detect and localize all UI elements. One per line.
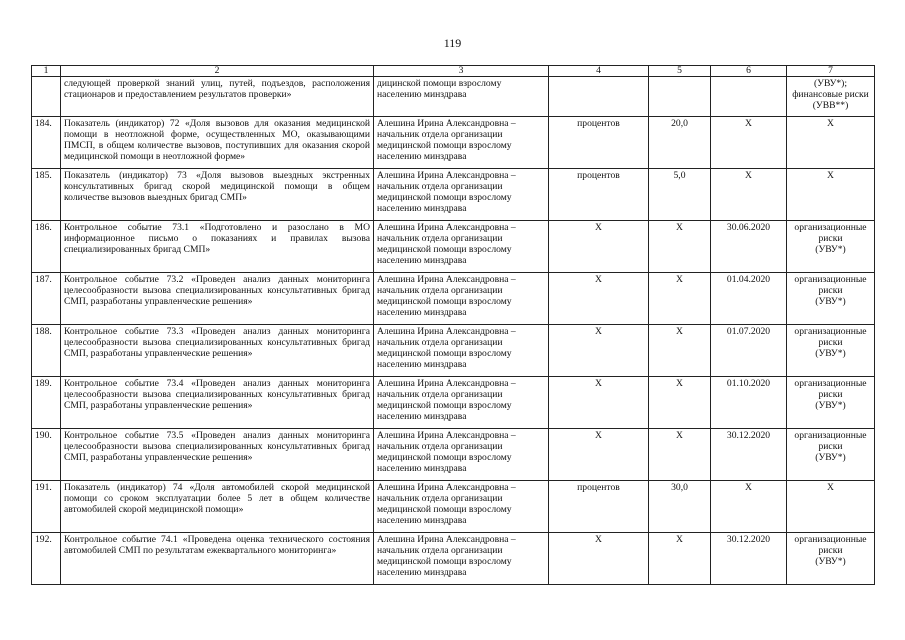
row-value: X	[649, 325, 711, 377]
row-unit: процентов	[549, 481, 649, 533]
row-unit: процентов	[549, 117, 649, 169]
row-risk	[787, 325, 875, 377]
row-name: Показатель (индикатор) 73 «Доля вызовов выездных экстренных консультативных бригад скорой медицинской помощи в общем количестве вызовов выездных бригад СМП»	[61, 169, 374, 221]
column-header: 2	[61, 66, 374, 77]
row-number: 191.	[32, 481, 61, 533]
row-risk	[787, 273, 875, 325]
risk-line: X	[827, 170, 834, 181]
table-row	[32, 77, 875, 117]
row-name: следующей проверкой знаний улиц, путей, подъездов, расположения стационаров и предоставлением результатов проверки»	[61, 77, 374, 117]
row-date: 01.07.2020	[711, 325, 787, 377]
row-responsible: дицинской помощи взрослому населению минздрава	[374, 77, 549, 117]
row-number: 185.	[32, 169, 61, 221]
row-name: Контрольное событие 73.1 «Подготовлено и разослано в МО информационное письмо о показаниях и правилах вызова специализированных бригад СМП»	[61, 221, 374, 273]
row-unit: X	[549, 273, 649, 325]
table-body	[32, 66, 875, 585]
row-number: 187.	[32, 273, 61, 325]
row-unit: X	[549, 533, 649, 585]
row-responsible: Алешина Ирина Александровна – начальник отдела организации медицинской помощи взрослому населению минздрава	[374, 377, 549, 429]
column-header: 7	[787, 66, 875, 77]
row-date: 30.06.2020	[711, 221, 787, 273]
row-responsible: Алешина Ирина Александровна – начальник отдела организации медицинской помощи взрослому населению минздрава	[374, 429, 549, 481]
row-name: Показатель (индикатор) 74 «Доля автомобилей скорой медицинской помощи со сроком эксплуатации более 5 лет в общем количестве автомобилей скорой медицинской помощи»	[61, 481, 374, 533]
table-row	[32, 117, 875, 169]
row-risk	[787, 221, 875, 273]
risk-line: (УВВ**)	[812, 100, 849, 111]
row-date	[711, 77, 787, 117]
row-number: 184.	[32, 117, 61, 169]
row-responsible: Алешина Ирина Александровна – начальник отдела организации медицинской помощи взрослому населению минздрава	[374, 325, 549, 377]
table-row	[32, 273, 875, 325]
column-header: 4	[549, 66, 649, 77]
row-value: X	[649, 533, 711, 585]
row-unit	[549, 77, 649, 117]
row-name: Контрольное событие 73.4 «Проведен анализ данных мониторинга целесообразности вызова специализированных консультативных бригад СМП, разработаны управленческие решения»	[61, 377, 374, 429]
table-row	[32, 429, 875, 481]
row-unit: X	[549, 429, 649, 481]
row-value: 30,0	[649, 481, 711, 533]
column-header: 1	[32, 66, 61, 77]
row-number: 186.	[32, 221, 61, 273]
row-unit: процентов	[549, 169, 649, 221]
risk-line: (УВУ*)	[815, 452, 846, 463]
risk-line: X	[827, 118, 834, 129]
table-row	[32, 325, 875, 377]
risk-line: (УВУ*)	[815, 556, 846, 567]
risk-line: X	[827, 482, 834, 493]
row-risk	[787, 481, 875, 533]
row-date: X	[711, 169, 787, 221]
row-date: 01.04.2020	[711, 273, 787, 325]
row-date: 30.12.2020	[711, 533, 787, 585]
column-header: 5	[649, 66, 711, 77]
row-date: X	[711, 117, 787, 169]
row-unit: X	[549, 325, 649, 377]
row-name: Показатель (индикатор) 72 «Доля вызовов для оказания медицинской помощи в неотложной форме, осуществленных МО, оказывающими ПМСП, в общем количестве вызовов, поступивших для оказания скорой медицинской помощи в неотложной форме»	[61, 117, 374, 169]
row-responsible: Алешина Ирина Александровна – начальник отдела организации медицинской помощи взрослому населению минздрава	[374, 221, 549, 273]
row-value: 5,0	[649, 169, 711, 221]
risk-line: (УВУ*); финансовые риски	[792, 78, 869, 100]
risk-line: организационные риски	[794, 222, 867, 244]
row-value: 20,0	[649, 117, 711, 169]
row-unit: X	[549, 221, 649, 273]
row-number	[32, 77, 61, 117]
row-name: Контрольное событие 73.3 «Проведен анализ данных мониторинга целесообразности вызова специализированных консультативных бригад СМП, разработаны управленческие решения»	[61, 325, 374, 377]
table-row	[32, 221, 875, 273]
row-number: 189.	[32, 377, 61, 429]
row-date: X	[711, 481, 787, 533]
row-name: Контрольное событие 74.1 «Проведена оценка технического состояния автомобилей СМП по результатам ежеквартального мониторинга»	[61, 533, 374, 585]
table-row	[32, 533, 875, 585]
row-date: 01.10.2020	[711, 377, 787, 429]
row-number: 188.	[32, 325, 61, 377]
row-number: 192.	[32, 533, 61, 585]
row-unit: X	[549, 377, 649, 429]
table-row	[32, 169, 875, 221]
row-risk	[787, 377, 875, 429]
row-risk	[787, 429, 875, 481]
table-row	[32, 377, 875, 429]
row-responsible: Алешина Ирина Александровна – начальник отдела организации медицинской помощи взрослому населению минздрава	[374, 117, 549, 169]
risk-line: (УВУ*)	[815, 244, 846, 255]
row-risk	[787, 169, 875, 221]
risk-line: (УВУ*)	[815, 400, 846, 411]
row-value: X	[649, 429, 711, 481]
row-value: X	[649, 273, 711, 325]
row-responsible: Алешина Ирина Александровна – начальник отдела организации медицинской помощи взрослому населению минздрава	[374, 533, 549, 585]
row-value: X	[649, 377, 711, 429]
risk-line: организационные риски	[794, 534, 867, 556]
column-header: 3	[374, 66, 549, 77]
risk-line: (УВУ*)	[815, 348, 846, 359]
row-date: 30.12.2020	[711, 429, 787, 481]
row-value	[649, 77, 711, 117]
row-responsible: Алешина Ирина Александровна – начальник отдела организации медицинской помощи взрослому населению минздрава	[374, 169, 549, 221]
table-row	[32, 481, 875, 533]
row-risk	[787, 117, 875, 169]
risk-line: организационные риски	[794, 378, 867, 400]
row-value: X	[649, 221, 711, 273]
risk-line: организационные риски	[794, 430, 867, 452]
row-responsible: Алешина Ирина Александровна – начальник отдела организации медицинской помощи взрослому населению минздрава	[374, 481, 549, 533]
table-header-row	[32, 66, 875, 77]
row-risk	[787, 77, 875, 117]
risk-line: (УВУ*)	[815, 296, 846, 307]
row-responsible: Алешина Ирина Александровна – начальник отдела организации медицинской помощи взрослому населению минздрава	[374, 273, 549, 325]
column-header: 6	[711, 66, 787, 77]
risk-line: организационные риски	[794, 326, 867, 348]
row-risk	[787, 533, 875, 585]
plan-table	[31, 65, 875, 585]
page-number: 119	[443, 36, 462, 50]
risk-line: организационные риски	[794, 274, 867, 296]
row-name: Контрольное событие 73.2 «Проведен анализ данных мониторинга целесообразности вызова специализированных консультативных бригад СМП, разработаны управленческие решения»	[61, 273, 374, 325]
row-name: Контрольное событие 73.5 «Проведен анализ данных мониторинга целесообразности вызова специализированных консультативных бригад СМП, разработаны управленческие решения»	[61, 429, 374, 481]
row-number: 190.	[32, 429, 61, 481]
